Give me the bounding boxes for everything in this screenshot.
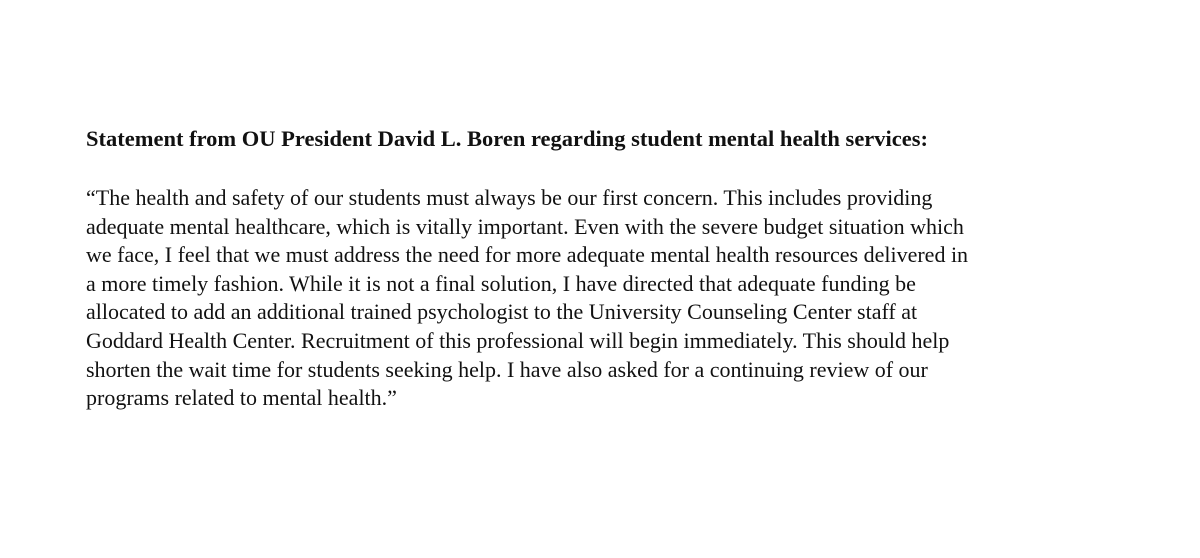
quote-line: shorten the wait time for students seeking help. I have also asked for a continuing review of our (86, 356, 928, 382)
statement-quote (86, 184, 1126, 413)
quote-line: Goddard Health Center. Recruitment of this professional will begin immediately. This should help (86, 327, 950, 353)
quote-line: allocated to add an additional trained psychologist to the University Counseling Center staff at (86, 299, 918, 325)
quote-line: we face, I feel that we must address the need for more adequate mental health resources delivered in (86, 242, 969, 268)
quote-line: “The health and safety of our students must always be our first concern. This includes providing (86, 185, 933, 210)
statement-heading: Statement from OU President David L. Boren regarding student mental health services: (86, 126, 929, 151)
quote-line: a more timely fashion. While it is not a final solution, I have directed that adequate funding be (86, 270, 916, 296)
quote-line: programs related to mental health.” (86, 385, 397, 411)
quote-line: adequate mental healthcare, which is vitally important. Even with the severe budget situation which (86, 213, 964, 239)
